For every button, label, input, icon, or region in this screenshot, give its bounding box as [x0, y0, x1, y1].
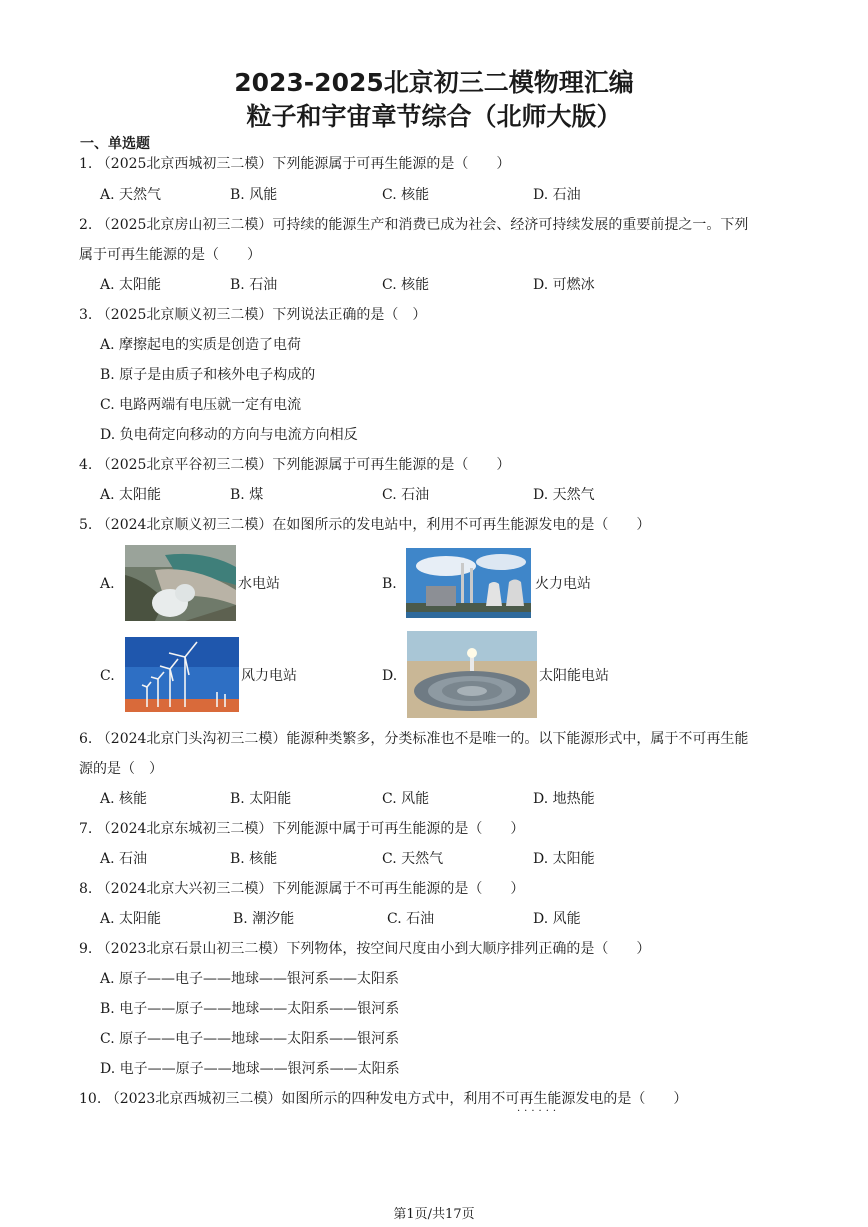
- question-7-option-a: A. 石油: [100, 851, 148, 867]
- question-5-option-d-letter: D.: [382, 668, 398, 684]
- question-4-option-a: A. 太阳能: [100, 487, 162, 503]
- question-4-option-b: B. 煤: [230, 487, 264, 503]
- question-5-option-a-caption: 水电站: [238, 576, 280, 592]
- question-3-option-b: B. 原子是由质子和核外电子构成的: [100, 367, 316, 383]
- question-9-option-a: A. 原子——电子——地球——银河系——太阳系: [100, 971, 400, 987]
- question-7-option-d: D. 太阳能: [533, 851, 595, 867]
- question-10-stem: 10. （2023北京西城初三二模）如图所示的四种发电方式中，利用不可再生能源发电的是（ ）: [79, 1091, 688, 1107]
- question-9-option-b: B. 电子——原子——地球——太阳系——银河系: [100, 1001, 400, 1017]
- hydropower-station-image: [125, 545, 236, 621]
- question-1-option-c: C. 核能: [382, 187, 430, 203]
- thermal-power-station-image: [406, 548, 531, 618]
- question-5-option-b-letter: B.: [382, 576, 397, 592]
- question-2-stem-line2: 属于可再生能源的是（ ）: [79, 247, 261, 263]
- question-4-option-c: C. 石油: [382, 487, 430, 503]
- question-5-stem: 5. （2024北京顺义初三二模）在如图所示的发电站中，利用不可再生能源发电的是（ ）: [79, 517, 651, 533]
- question-5-option-c-letter: C.: [100, 668, 115, 684]
- question-2-stem-line1: 2. （2025北京房山初三二模）可持续的能源生产和消费已成为社会、经济可持续发展的重要前提之一。下列: [79, 217, 749, 233]
- question-5-option-c-caption: 风力电站: [241, 668, 297, 684]
- solar-power-station-image: [407, 631, 537, 718]
- question-1-option-d: D. 石油: [533, 187, 581, 203]
- question-9-option-c: C. 原子——电子——地球——太阳系——银河系: [100, 1031, 400, 1047]
- question-8-option-c: C. 石油: [387, 911, 435, 927]
- question-2-option-c: C. 核能: [382, 277, 430, 293]
- section-heading: 一、单选题: [80, 136, 150, 152]
- question-1-option-b: B. 风能: [230, 187, 278, 203]
- question-6-stem-line1: 6. （2024北京门头沟初三二模）能源种类繁多，分类标准也不是唯一的。以下能源形式中，属于不可再生能: [79, 731, 749, 747]
- question-7-option-b: B. 核能: [230, 851, 278, 867]
- question-3-option-d: D. 负电荷定向移动的方向与电流方向相反: [100, 427, 358, 443]
- question-10-emphasis-dots: ······: [517, 1106, 561, 1117]
- question-7-stem: 7. （2024北京东城初三二模）下列能源中属于可再生能源的是（ ）: [79, 821, 525, 837]
- question-1-option-a: A. 天然气: [100, 187, 162, 203]
- question-8-option-d: D. 风能: [533, 911, 581, 927]
- question-4-stem: 4. （2025北京平谷初三二模）下列能源属于可再生能源的是（ ）: [79, 457, 511, 473]
- question-6-option-a: A. 核能: [100, 791, 148, 807]
- wind-power-station-image: [125, 637, 239, 712]
- question-6-option-b: B. 太阳能: [230, 791, 292, 807]
- question-5-option-b-caption: 火力电站: [535, 576, 591, 592]
- question-1-stem: 1. （2025北京西城初三二模）下列能源属于可再生能源的是（ ）: [79, 156, 511, 172]
- question-8-option-b: B. 潮汐能: [233, 911, 295, 927]
- question-7-option-c: C. 天然气: [382, 851, 444, 867]
- question-2-option-a: A. 太阳能: [100, 277, 162, 293]
- question-5-option-a-letter: A.: [100, 576, 115, 592]
- question-2-option-d: D. 可燃冰: [533, 277, 595, 293]
- question-9-option-d: D. 电子——原子——地球——银河系——太阳系: [100, 1061, 400, 1077]
- page-number: 第1页/共17页: [393, 1207, 475, 1222]
- page-title: 2023-2025北京初三二模物理汇编: [234, 68, 634, 97]
- question-3-option-c: C. 电路两端有电压就一定有电流: [100, 397, 302, 413]
- question-6-stem-line2: 源的是（ ）: [79, 761, 163, 777]
- question-3-stem: 3. （2025北京顺义初三二模）下列说法正确的是（ ）: [79, 307, 427, 323]
- question-3-option-a: A. 摩擦起电的实质是创造了电荷: [100, 337, 302, 353]
- question-5-option-d-caption: 太阳能电站: [539, 668, 609, 684]
- question-8-stem: 8. （2024北京大兴初三二模）下列能源属于不可再生能源的是（ ）: [79, 881, 525, 897]
- question-8-option-a: A. 太阳能: [100, 911, 162, 927]
- question-6-option-c: C. 风能: [382, 791, 430, 807]
- question-6-option-d: D. 地热能: [533, 791, 595, 807]
- question-4-option-d: D. 天然气: [533, 487, 595, 503]
- page-subtitle: 粒子和宇宙章节综合（北师大版）: [246, 102, 622, 131]
- question-9-stem: 9. （2023北京石景山初三二模）下列物体，按空间尺度由小到大顺序排列正确的是（ ）: [79, 941, 651, 957]
- question-2-option-b: B. 石油: [230, 277, 278, 293]
